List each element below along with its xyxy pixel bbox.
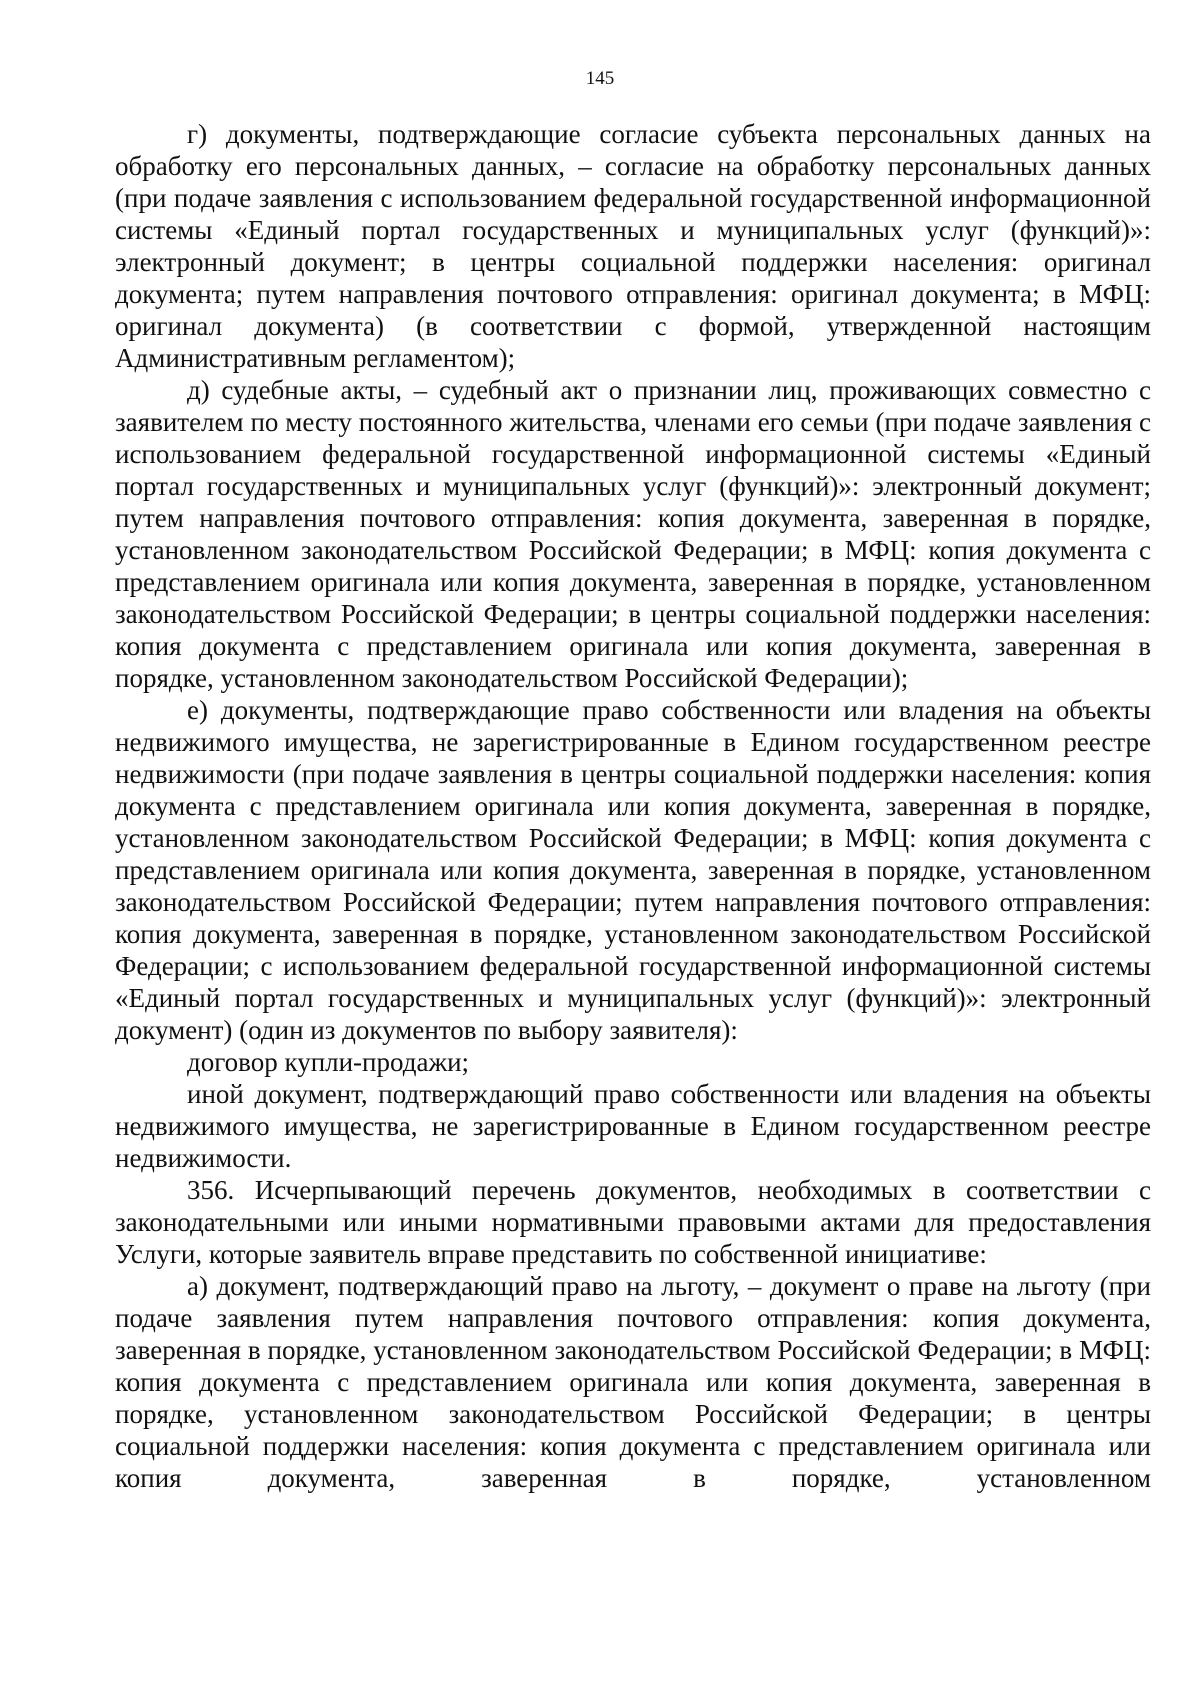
- paragraph-e-property-documents: е) документы, подтверждающие право собственности или владения на объекты недвижимого имущества, не зарегистрированные в Едином государственном реестре недвижимости (при подаче заявления в центры социальной поддержки населения: копия документа с представлением оригинала или копия документа, заверенная в порядке, установленном законодательством Российской Федерации; в МФЦ: копия документа с представлением оригинала или копия документа, заверенная в порядке, установленном законодательством Российской Федерации; путем направления почтового отправления: копия документа, заверенная в порядке, установленном законодательством Российской Федерации; с использованием федеральной государственной информационной системы «Единый портал государственных и муниципальных услуг (функций)»: электронный документ) (один из документов по выбору заявителя):: [115, 695, 1151, 1045]
- page-number: 145: [585, 68, 615, 89]
- paragraph-other-document: иной документ, подтверждающий право собственности или владения на объекты недвижимого имущества, не зарегистрированные в Едином государственном реестре недвижимости.: [115, 1079, 1151, 1173]
- paragraph-g-consent-documents: г) документы, подтверждающие согласие субъекта персональных данных на обработку его персональных данных, – согласие на обработку персональных данных (при подаче заявления с использованием федеральной государственной информационной системы «Единый портал государственных и муниципальных услуг (функций)»: электронный документ; в центры социальной поддержки населения: оригинал документа; путем направления почтового отправления: оригинал документа; в МФЦ: оригинал документа) (в соответствии с формой, утвержденной настоящим Административным регламентом);: [115, 119, 1151, 373]
- paragraph-sale-contract: договор купли-продажи;: [187, 1047, 470, 1077]
- document-body: [115, 118, 1151, 1494]
- paragraph-d-court-acts: д) судебные акты, – судебный акт о признании лиц, проживающих совместно с заявителем по месту постоянного жительства, членами его семьи (при подаче заявления с использованием федеральной государственной информационной системы «Единый портал государственных и муниципальных услуг (функций)»: электронный документ; путем направления почтового отправления: копия документа, заверенная в порядке, установленном законодательством Российской Федерации; в МФЦ: копия документа с представлением оригинала или копия документа, заверенная в порядке, установленном законодательством Российской Федерации; в центры социальной поддержки населения: копия документа с представлением оригинала или копия документа, заверенная в порядке, установленном законодательством Российской Федерации);: [115, 375, 1151, 693]
- paragraph-356-list: 356. Исчерпывающий перечень документов, необходимых в соответствии с законодательными или иными нормативными правовыми актами для предоставления Услуги, которые заявитель вправе представить по собственной инициативе:: [115, 1175, 1151, 1269]
- paragraph-a-benefit-document: а) документ, подтверждающий право на льготу, – документ о праве на льготу (при подаче заявления путем направления почтового отправления: копия документа, заверенная в порядке, установленном законодательством Российской Федерации; в МФЦ: копия документа с представлением оригинала или копия документа, заверенная в порядке, установленном законодательством Российской Федерации; в центры социальной поддержки населения: копия документа с представлением оригинала или копия документа, заверенная в порядке, установленном: [115, 1271, 1151, 1493]
